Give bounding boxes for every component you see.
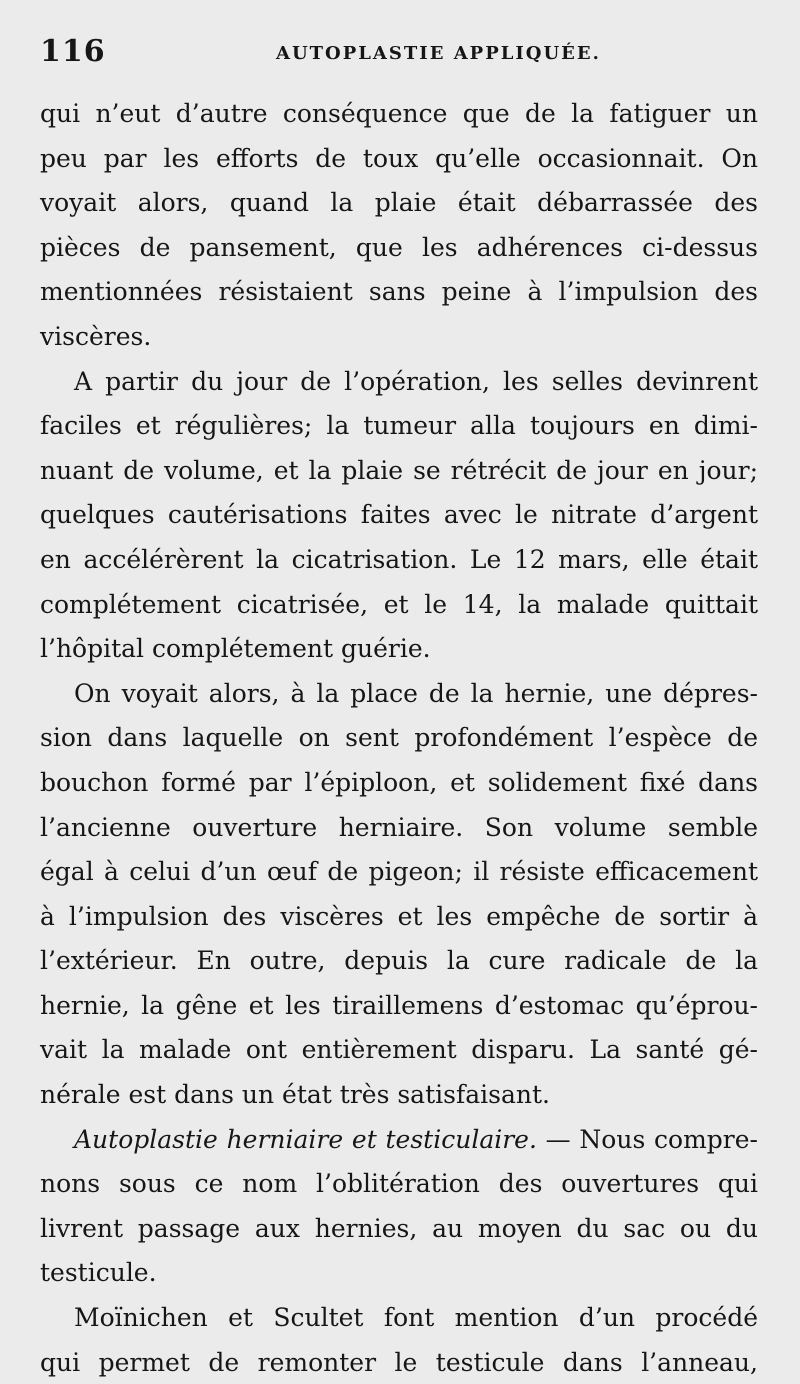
- text-line: vait la malade ont entièrement disparu. La santé gé-: [40, 1035, 758, 1065]
- text-line: qui permet de remonter le testicule dans l’anneau,: [40, 1347, 758, 1377]
- text-line: l’extérieur. En outre, depuis la cure radicale de la: [40, 946, 758, 976]
- text-line: hernie, la gêne et les tiraillemens d’estomac qu’éprou-: [40, 990, 758, 1020]
- paragraph-first-line: Moïnichen et Scultet font mention d’un procédé: [74, 1303, 758, 1333]
- running-title: AUTOPLASTIE APPLIQUÉE.: [276, 43, 601, 64]
- text-line: livrent passage aux hernies, au moyen du sac ou du: [40, 1213, 758, 1243]
- text-line: nons sous ce nom l’oblitération des ouvertures qui: [40, 1169, 758, 1199]
- text-line: nuant de volume, et la plaie se rétrécit de jour en jour;: [40, 455, 758, 485]
- text-line: voyait alors, quand la plaie était débarrassée des: [40, 188, 758, 218]
- text-line: nérale est dans un état très satisfaisant.: [40, 1080, 550, 1110]
- text-line: faciles et régulières; la tumeur alla toujours en dimi-: [40, 411, 758, 441]
- section-text: — Nous compre-: [536, 1124, 758, 1154]
- body-text: [40, 92, 758, 1384]
- page-header: [40, 30, 760, 74]
- text-line: viscères.: [40, 321, 152, 351]
- page-number: 116: [40, 34, 106, 69]
- paragraph-first-line: A partir du jour de l’opération, les selles devinrent: [74, 366, 758, 396]
- text-line: en accélérèrent la cicatrisation. Le 12 mars, elle était: [40, 544, 758, 574]
- text-line: l’ancienne ouverture herniaire. Son volume semble: [40, 812, 758, 842]
- text-line: peu par les efforts de toux qu’elle occasionnait. On: [40, 143, 758, 173]
- text-line: à l’impulsion des viscères et les empêche de sortir à: [40, 901, 758, 931]
- text-line: mentionnées résistaient sans peine à l’impulsion des: [40, 277, 758, 307]
- text-line: qui n’eut d’autre conséquence que de la fatiguer un: [40, 99, 758, 128]
- text-line: testicule.: [40, 1258, 157, 1288]
- text-line: bouchon formé par l’épiploon, et solidement fixé dans: [40, 767, 758, 797]
- text-line: complétement cicatrisée, et le 14, la malade quittait: [40, 589, 758, 619]
- text-line: sion dans laquelle on sent profondément l’espèce de: [40, 723, 758, 753]
- text-line: égal à celui d’un œuf de pigeon; il résiste efficacement: [40, 857, 758, 887]
- paragraph-first-line: On voyait alors, à la place de la hernie, une dépres-: [74, 678, 758, 708]
- section-title: Autoplastie herniaire et testiculaire.: [74, 1124, 537, 1154]
- text-line: quelques cautérisations faites avec le nitrate d’argent: [40, 500, 758, 530]
- text-line: pièces de pansement, que les adhérences ci-dessus: [40, 232, 758, 262]
- text-line: l’hôpital complétement guérie.: [40, 634, 431, 664]
- section-heading-line: [40, 1118, 758, 1163]
